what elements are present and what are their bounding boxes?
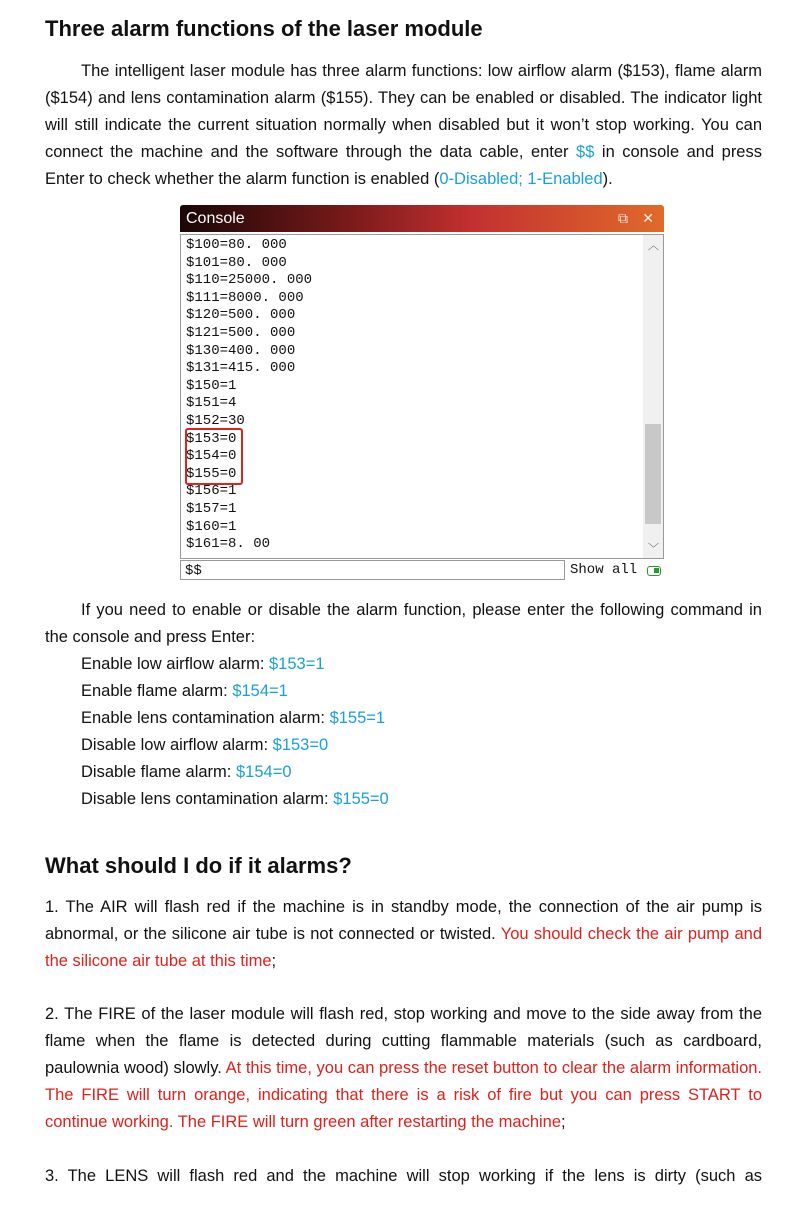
text: The intelligent laser module has three alarm functions: low airflow alarm ($153), flame alarm ($154) and lens contamination alarm ($155). They can be enabled or disabled. The indicator light will still indicate the current situation normally when disabled but it won’t stop working. You can connect the machine and the software through the data cable, enter [45,62,762,161]
chevron-down-icon[interactable]: ﹀ [648,543,659,555]
scrollbar[interactable] [643,235,663,558]
show-all-label: Show all [570,562,638,578]
command-code: $153=0 [272,736,329,754]
command-list [81,651,389,813]
text: 1. The AIR will flash red if the machine is in standby mode, the connection of the air pump is abnormal, or the silicone air tube is not connected or twisted. [45,898,762,943]
console-titlebar [180,205,664,232]
command-item [81,759,389,786]
command-item [81,732,389,759]
close-icon[interactable]: ✕ [642,210,654,226]
intro-paragraph [45,58,762,193]
highlight-box [185,428,243,485]
console-line: $120=500. 000 [186,307,296,324]
console-line: $101=80. 000 [186,254,287,271]
instruction-paragraph: If you need to enable or disable the alarm function, please enter the following command in the console and press Enter: [45,601,762,646]
console-line: $157=1 [186,500,237,517]
text: in console and press Enter to check whether the alarm function is enabled ( [45,143,762,188]
text: ; [271,952,277,970]
warning-text: At this time, you can press the reset button to clear the alarm information. The FIRE will turn orange, indicating that there is a risk of fire but you can press START to continue working. The FIRE will turn green after restarting the machine [45,1059,763,1131]
text: 2. The FIRE of the laser module will flash red, stop working and move to the side away from the flame when the flame is detected during cutting flammable materials (such as cardboard, paulownia wood) slowly. [45,1005,762,1077]
console-window [180,205,664,582]
console-line: $156=1 [186,483,237,500]
command-label: Disable low airflow alarm: [81,736,273,754]
console-line: $110=25000. 000 [186,272,313,289]
console-line: $100=80. 000 [186,237,287,253]
restore-icon[interactable]: ⧉ [618,210,628,226]
console-line: $150=1 [186,377,237,394]
command-code: $155=0 [333,790,389,808]
warning-text: You should check the air pump and the silicone air tube at this time [45,925,762,970]
console-title: Console [186,210,245,227]
console-output [180,234,664,559]
console-line: $152=30 [186,412,245,429]
command-code: $154=0 [235,763,292,781]
command-item [81,705,389,732]
chevron-up-icon[interactable]: ︿ [648,240,659,252]
item-fire [45,1001,762,1136]
console-line: $121=500. 000 [186,324,296,341]
console-line: $155=0 [186,465,237,482]
console-line: $151=4 [186,395,237,412]
command-label: Enable low airflow alarm: [81,655,269,673]
command-code: $155=1 [329,709,386,727]
item-air [45,894,762,975]
show-all-toggle[interactable] [647,566,661,576]
command-label: Disable flame alarm: [81,763,236,781]
command-code: $154=1 [232,682,288,700]
command-item [81,651,389,678]
scrollbar-thumb[interactable] [645,424,661,524]
item-lens: 3. The LENS will flash red and the machine will stop working if the lens is dirty (such as [45,1167,762,1185]
text: ; [561,1113,566,1131]
console-lines [181,235,663,554]
section-heading: What should I do if it alarms? [45,853,352,878]
console-line: $161=8. 00 [186,536,271,553]
command-label: Disable lens contamination alarm: [81,790,334,808]
command-label: Enable lens contamination alarm: [81,709,330,727]
console-line: $111=8000. 000 [186,289,304,306]
console-line: $160=1 [186,518,237,535]
command-item [81,786,389,813]
command-item [81,678,389,705]
command-code: $153=1 [269,655,325,673]
console-line: $153=0 [186,430,237,447]
console-input[interactable]: $$ [180,560,565,580]
legend: 0-Disabled; 1-Enabled [439,170,603,188]
text: ). [602,170,613,188]
command: $$ [576,143,595,161]
section-heading: Three alarm functions of the laser module [45,16,483,41]
command-label: Enable flame alarm: [81,682,233,700]
console-line: $130=400. 000 [186,342,296,359]
console-input-row [180,560,664,582]
console-line: $154=0 [186,448,237,465]
console-line: $131=415. 000 [186,360,296,377]
